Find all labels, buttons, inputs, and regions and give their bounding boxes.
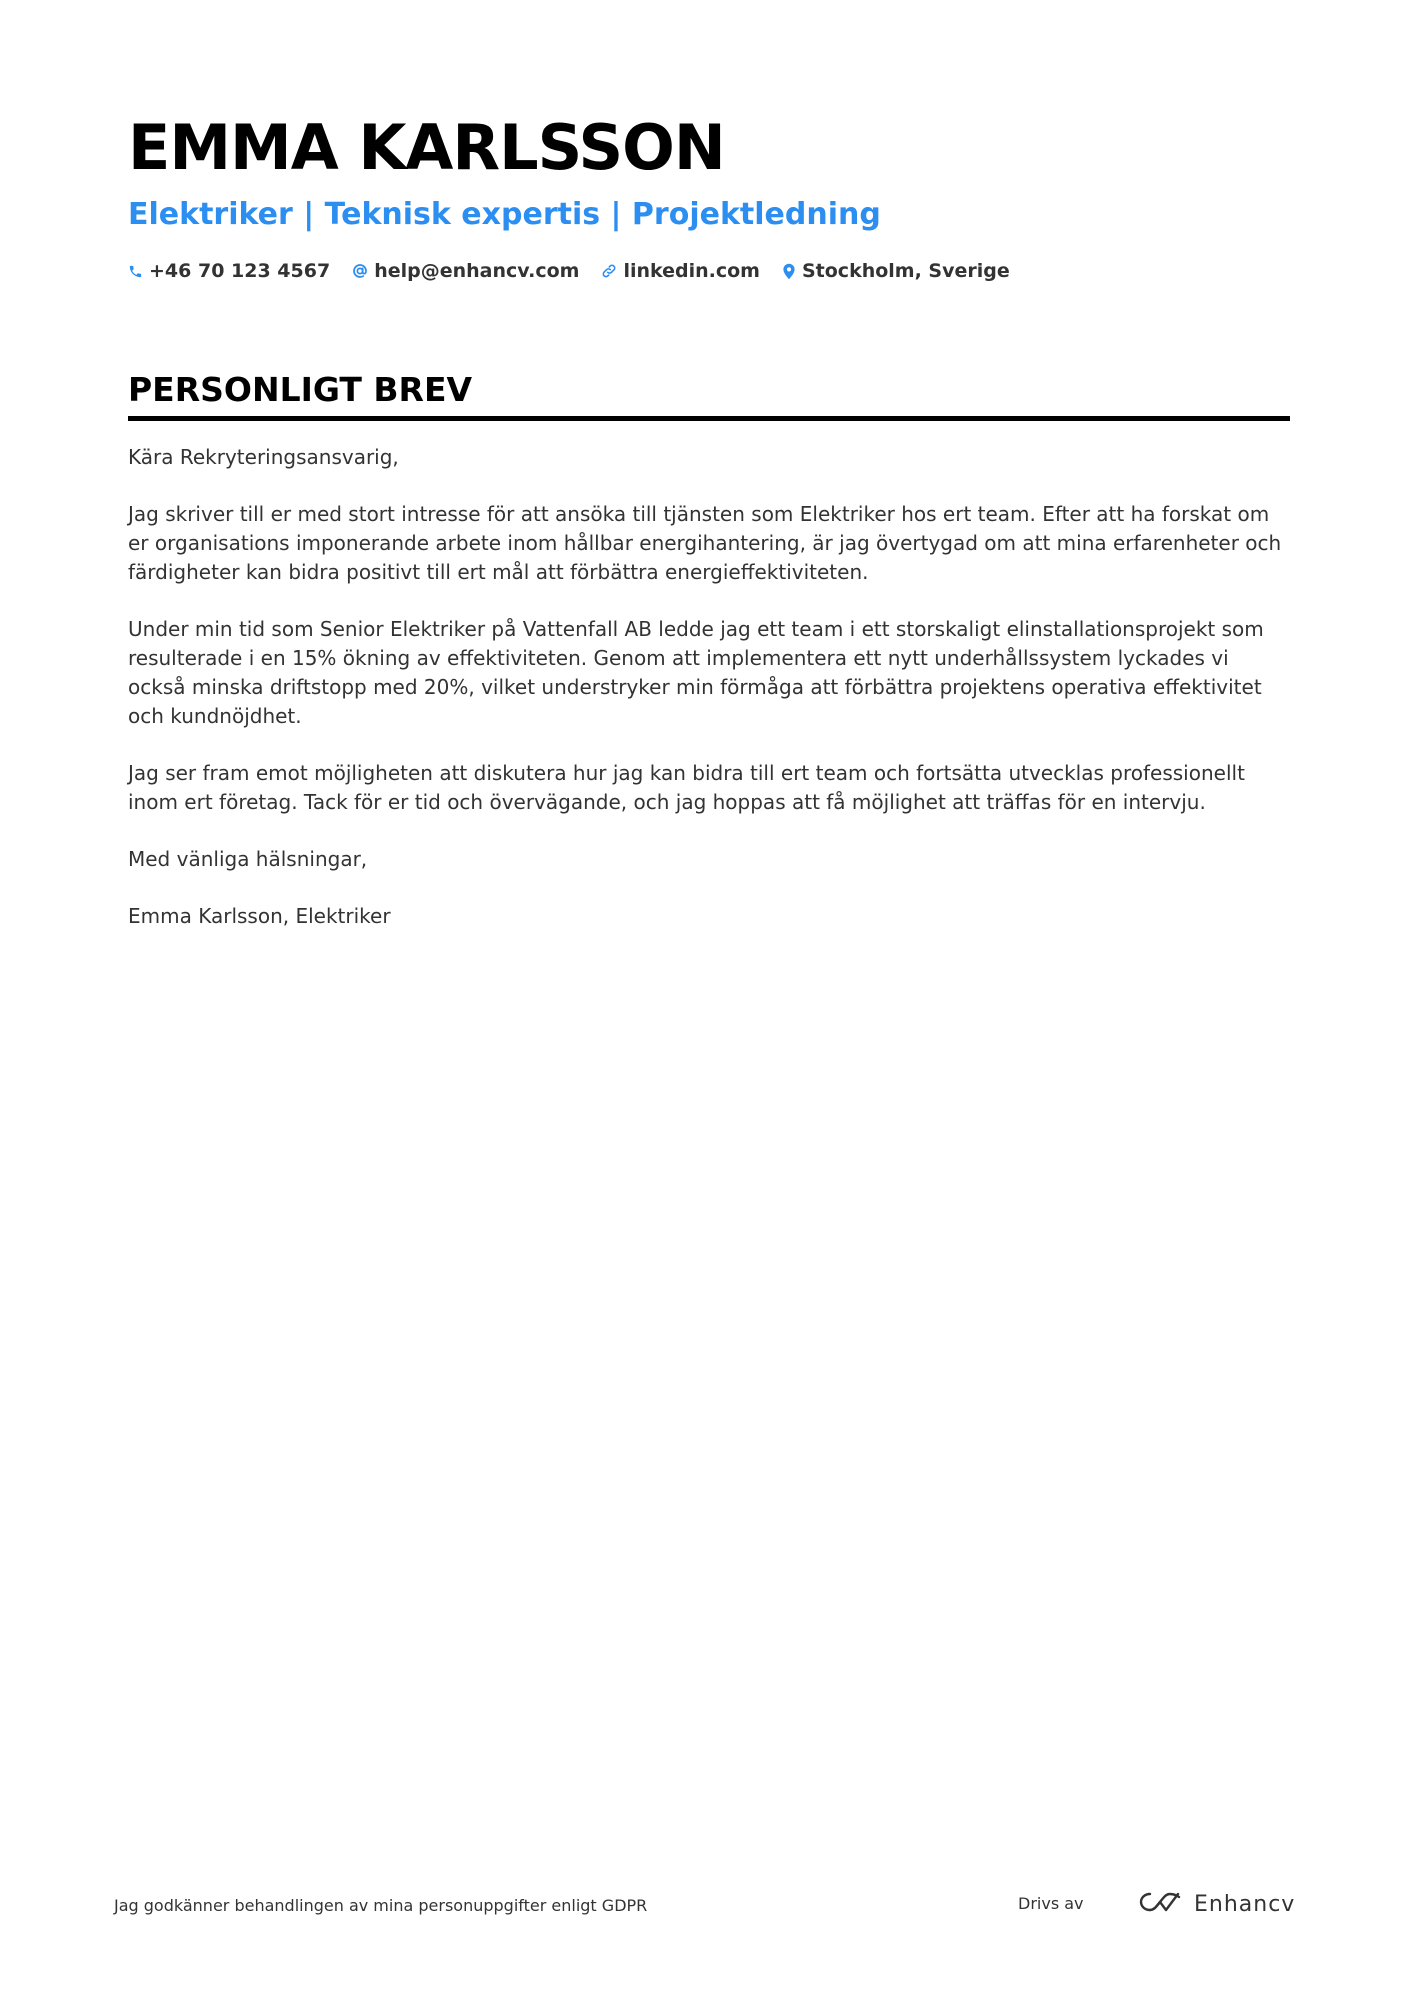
contact-location-text: Stockholm, Sverige: [801, 260, 1010, 282]
at-icon: [352, 263, 368, 279]
contact-phone[interactable]: [128, 260, 330, 282]
link-icon: [601, 263, 617, 279]
cover-letter-page: [128, 108, 1290, 959]
contact-email[interactable]: [352, 260, 579, 282]
contact-email-text: help@enhancv.com: [374, 260, 580, 282]
brand-name: Enhancv: [1194, 1891, 1296, 1917]
contact-phone-text: +46 70 123 4567: [149, 260, 331, 282]
powered-by-text: Drivs av: [1018, 1894, 1084, 1913]
letter-paragraph: Under min tid som Senior Elektriker på Vattenfall AB ledde jag ett team i ett storskaligt elinstallationsprojekt som resulterade i en 15% ökning av effektiviteten. Genom att implementera ett nytt underhållssystem lyckades vi också minska driftstopp med 20%, vilket understryker min förmåga att förbättra projektens operativa effektivitet och kundnöjdhet.: [128, 617, 1264, 728]
section-divider: [128, 416, 1290, 421]
enhancv-brand-link[interactable]: [1138, 1890, 1295, 1918]
contact-linkedin[interactable]: [601, 260, 760, 282]
letter-paragraph: Jag ser fram emot möjligheten att diskutera hur jag kan bidra till ert team och fortsätta utvecklas professionellt inom ert företag. Tack för er tid och övervägande, och jag hoppas att få möjlighet att träffas för en intervju.: [128, 761, 1245, 814]
letter-closing: Med vänliga hälsningar,: [128, 847, 368, 871]
candidate-name: EMMA KARLSSON: [128, 111, 725, 184]
map-pin-icon: [782, 263, 796, 280]
contact-bar: [128, 260, 1290, 282]
contact-linkedin-text: linkedin.com: [623, 260, 760, 282]
candidate-headline: Elektriker | Teknisk expertis | Projektledning: [128, 197, 881, 232]
section-title: PERSONLIGT BREV: [128, 370, 473, 409]
letter-paragraph: Jag skriver till er med stort intresse för att ansöka till tjänsten som Elektriker hos ert team. Efter att ha forskat om er organisations imponerande arbete inom hållbar energihantering, är jag övertygad om att mina erfarenheter och färdigheter kan bidra positivt till ert mål att förbättra energieffektiviteten.: [128, 502, 1282, 584]
page-footer: [114, 1890, 1296, 1930]
phone-icon: [128, 264, 143, 279]
enhancv-logo-icon: [1138, 1890, 1184, 1918]
letter-signature: Emma Karlsson, Elektriker: [128, 904, 391, 928]
letter-body: [128, 443, 1290, 931]
gdpr-consent-text: Jag godkänner behandlingen av mina personuppgifter enligt GDPR: [114, 1896, 648, 1915]
contact-location: [782, 260, 1010, 282]
letter-salutation: Kära Rekryteringsansvarig,: [128, 445, 399, 469]
